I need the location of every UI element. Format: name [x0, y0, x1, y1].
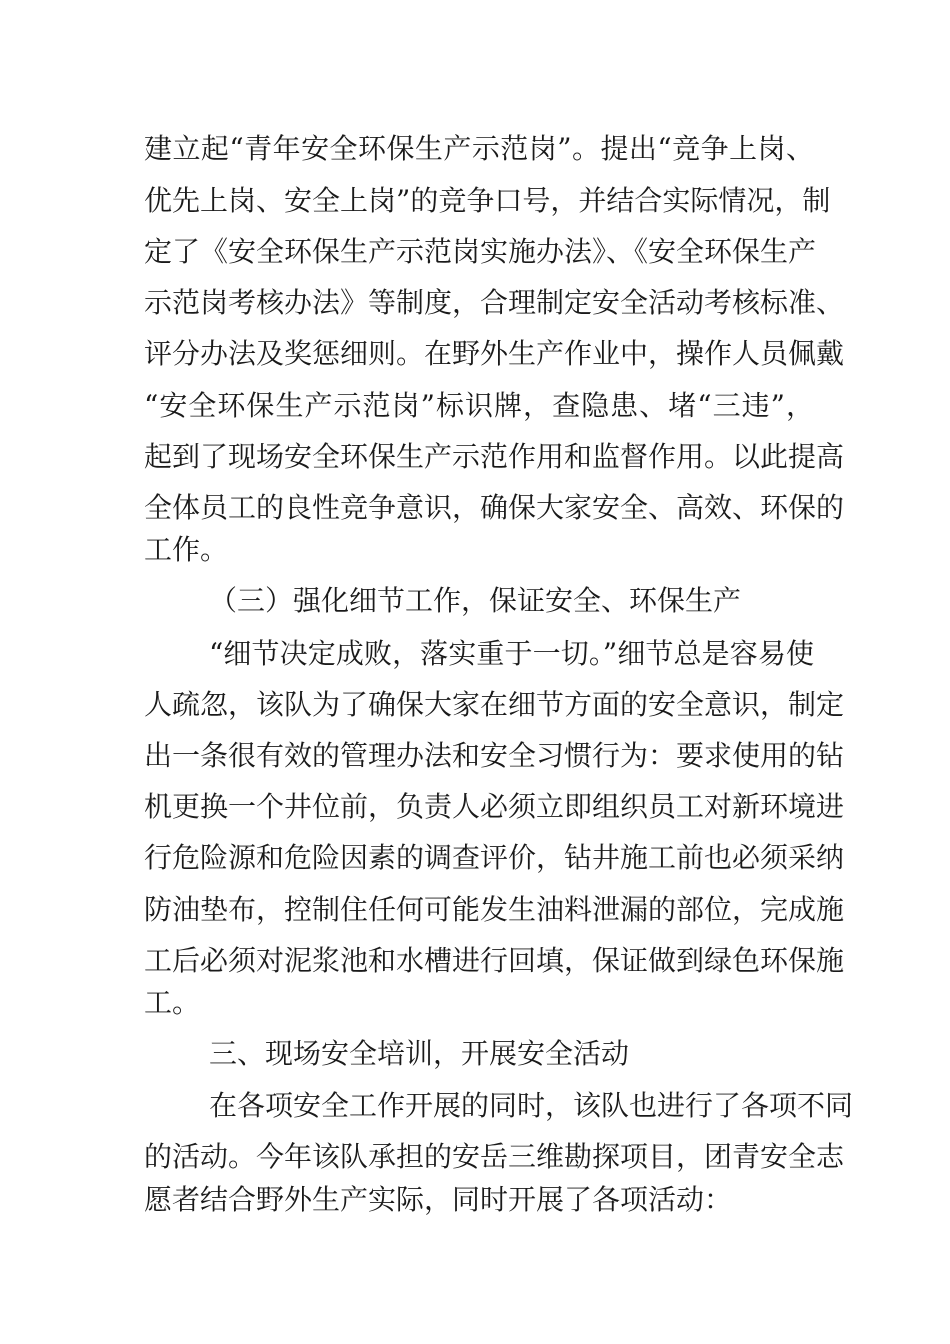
paragraph-line: 示范岗考核办法》等制度，合理制定安全活动考核标准、 — [144, 286, 845, 319]
paragraph-line: 定了《安全环保生产示范岗实施办法》、《安全环保生产 — [144, 235, 817, 268]
paragraph-line: 机更换一个井位前，负责人必须立即组织员工对新环境进 — [144, 790, 845, 823]
paragraph-line: 全体员工的良性竞争意识，确保大家安全、高效、环保的 — [144, 491, 845, 524]
paragraph-line: 在各项安全工作开展的同时，该队也进行了各项不同 — [209, 1089, 854, 1122]
paragraph-line: 人疏忽，该队为了确保大家在细节方面的安全意识，制定 — [144, 688, 845, 721]
paragraph-line: 优先上岗、安全上岗”的竞争口号，并结合实际情况，制 — [144, 184, 831, 217]
paragraph-line: 出一条很有效的管理办法和安全习惯行为：要求使用的钻 — [144, 739, 845, 772]
paragraph-line: 起到了现场安全环保生产示范作用和监督作用。以此提高 — [144, 440, 845, 473]
paragraph-line: “细节决定成败，落实重于一切。”细节总是容易使 — [209, 637, 814, 670]
paragraph-line: 建立起“青年安全环保生产示范岗”。提出“竞争上岗、 — [144, 132, 814, 165]
paragraph-line: 的活动。今年该队承担的安岳三维勘探项目，团青安全志 — [144, 1140, 845, 1173]
paragraph-line: 工作。 — [144, 533, 229, 566]
paragraph-line: 评分办法及奖惩细则。在野外生产作业中，操作人员佩戴 — [144, 337, 845, 370]
section-heading: 三、现场安全培训，开展安全活动 — [209, 1037, 630, 1070]
paragraph-line: 工。 — [144, 986, 201, 1019]
paragraph-line: “安全环保生产示范岗”标识牌，查隐患、堵“三违”， — [144, 389, 814, 422]
paragraph-line: 防油垫布，控制住任何可能发生油料泄漏的部位，完成施 — [144, 893, 845, 926]
paragraph-line: 工后必须对泥浆池和水槽进行回填，保证做到绿色环保施 — [144, 944, 845, 977]
paragraph-line: 愿者结合野外生产实际，同时开展了各项活动： — [144, 1183, 733, 1216]
paragraph-line: 行危险源和危险因素的调查评价，钻井施工前也必须采纳 — [144, 841, 845, 874]
section-heading: （三）强化细节工作，保证安全、环保生产 — [209, 584, 742, 617]
